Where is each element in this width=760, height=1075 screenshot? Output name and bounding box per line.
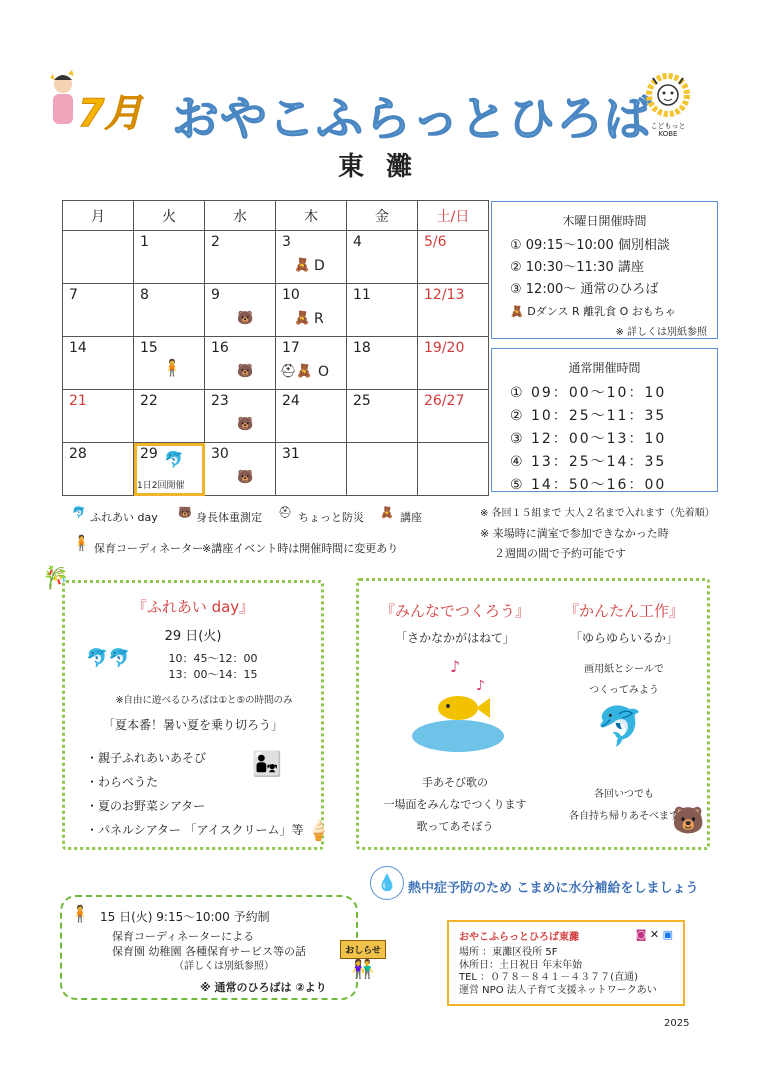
koza-icon: 🧸 xyxy=(510,305,524,318)
codes-row xyxy=(510,303,717,319)
dolphin-craft-icon: 🐬 xyxy=(596,704,644,748)
consult-content xyxy=(100,910,350,995)
calendar-cell: 30 🐻 xyxy=(205,443,276,496)
day-header: 金 xyxy=(347,201,418,231)
fureai-date: 29 日(火) xyxy=(164,629,222,644)
consult-line: ※ 通常のひろばは ②より xyxy=(200,981,327,994)
calendar-cell: 26/27 xyxy=(418,390,489,443)
calendar-cell: 22 xyxy=(134,390,205,443)
fish-pond-illustration xyxy=(406,656,510,760)
coordinator-icon: 🧍 xyxy=(162,358,182,377)
info-box xyxy=(447,920,685,1006)
codes-text: Dダンス R 離乳食 O おもちゃ xyxy=(527,305,676,318)
consult-line: 15 日(火) 9:15～10:00 予約制 xyxy=(100,910,270,924)
make-desc: 手あそび歌の xyxy=(422,776,488,789)
info-closed: 休所日：土日祝日 年末年始 xyxy=(459,959,583,971)
regular-item: ③ 12：00～13：10 xyxy=(510,431,667,447)
info-tel: TEL ：０７８－８４１－４３７７(直通) xyxy=(459,972,638,983)
regular-title: 通常開催時間 xyxy=(568,361,641,375)
info-details xyxy=(459,947,673,997)
x-icon[interactable]: ✕ xyxy=(649,928,660,941)
legend-coordinator: 保育コーディネーター xyxy=(94,542,204,555)
legend xyxy=(68,506,488,566)
note-line: ※ 各回１５組まで 大人２名まで入れます（先着順） xyxy=(480,508,715,519)
calendar-cell: 24 xyxy=(276,390,347,443)
ice-cream-icon: 🍦 xyxy=(306,818,331,842)
tanabata-decoration: 🎋 xyxy=(42,566,70,591)
legend-change-note: ※講座イベント時は開催時間に変更あり xyxy=(202,542,399,555)
calendar-cell: 15 🧍 xyxy=(134,337,205,390)
calendar-cell: 16 🐻 xyxy=(205,337,276,390)
children-icon: 👫 xyxy=(351,959,375,980)
fureai-time: 13：00～14：15 xyxy=(168,668,258,681)
calendar-cell: 28 xyxy=(63,443,134,496)
legend-koza: 講座 xyxy=(400,511,422,524)
heat-notice: 熱中症予防のため こまめに水分補給をしましょう xyxy=(408,881,699,896)
fureai-free-note: ※自由に遊べるひろばは①と⑤の時間のみ xyxy=(115,695,293,706)
calendar-cell: 18 xyxy=(347,337,418,390)
day-header: 月 xyxy=(63,201,134,231)
omocha-mark: O xyxy=(318,364,330,380)
calendar-cell: 14 xyxy=(63,337,134,390)
dance-mark: D xyxy=(314,258,325,274)
craft-desc: 画用紙とシールで xyxy=(584,664,664,675)
calendar-cell xyxy=(418,443,489,496)
calendar-cell-highlight: 29 🐬 1日2回開催 xyxy=(134,443,205,496)
legend-bosai: ちょっと防災 xyxy=(298,511,364,524)
thursday-title: 木曜日開催時間 xyxy=(562,214,647,228)
calendar-cell xyxy=(347,443,418,496)
make-left xyxy=(372,600,538,646)
twice-note: 1日2回開催 xyxy=(137,481,185,491)
calendar-cell: 2 xyxy=(205,231,276,284)
calendar-cell: 19/20 xyxy=(418,337,489,390)
bosai-icon: ⛑ xyxy=(278,506,292,519)
info-org: 運営 NPO 法人子育て支援ネットワークあい xyxy=(459,984,657,996)
make-desc: 一場面をみんなでつくります xyxy=(383,798,527,811)
fureai-list-item: ・夏のお野菜シアター xyxy=(86,799,206,813)
koza-icon: 🧸 xyxy=(380,506,394,519)
fureai-list-item: ・親子ふれあいあそび xyxy=(86,751,207,765)
fureai-theme: 「夏本番！暑い夏を乗り切ろう」 xyxy=(102,718,283,732)
kobe-logo: こどもっと KOBE xyxy=(642,72,694,136)
consult-line: （詳しくは別紙参照） xyxy=(174,961,274,972)
calendar-cell: 11 xyxy=(347,284,418,337)
regular-item: ④ 13：25～14：35 xyxy=(510,454,667,470)
calendar-cell: 25 xyxy=(347,390,418,443)
koza-icon: 🧸 xyxy=(294,258,311,273)
dolphin-icon: 🐬 xyxy=(72,506,86,519)
month-label: 7月 xyxy=(78,91,143,135)
calendar-cell: 8 xyxy=(134,284,205,337)
notice-sign xyxy=(340,940,386,988)
parent-child-illustration: 👨‍👧 xyxy=(252,750,282,778)
day-header: 木 xyxy=(276,201,347,231)
calendar-header-row xyxy=(63,201,489,231)
make-left-desc xyxy=(372,772,538,838)
calendar-table xyxy=(62,200,489,496)
social-icons xyxy=(636,928,673,943)
calendar-cell: 12/13 xyxy=(418,284,489,337)
bear-icon: 🐻 xyxy=(237,311,254,326)
regular-item: ⑤ 14：50～16：00 xyxy=(510,477,667,493)
make-sub: 「さかなかがはねて」 xyxy=(395,631,515,645)
bear-icon: 🐻 xyxy=(237,364,254,379)
make-desc: 歌ってあそぼう xyxy=(416,820,494,833)
svg-text:♪: ♪ xyxy=(476,678,485,694)
craft-desc: つくってみよう xyxy=(589,685,659,696)
calendar-cell: 4 xyxy=(347,231,418,284)
craft-title: 『かんたん工作』 xyxy=(563,602,684,620)
koza-icon: 🧸 xyxy=(296,364,313,379)
dolphin-pair-icon: 🐬🐬 xyxy=(86,648,131,669)
day-header: 火 xyxy=(134,201,205,231)
water-icon: 💧 xyxy=(370,866,404,900)
fureai-list-item: ・パネルシアター 「アイスクリーム」等 xyxy=(86,823,304,837)
bosai-icon: ⛑ xyxy=(280,364,297,379)
regular-item: ① 09：00～10：10 xyxy=(510,385,667,401)
bear-icon: 🐻 xyxy=(237,417,254,432)
calendar-cell: 23 🐻 xyxy=(205,390,276,443)
notice-sign-label: おしらせ xyxy=(340,940,386,959)
info-place: 場所 ：東灘区役所 5F xyxy=(459,947,558,958)
dolphin-icon: 🐬 xyxy=(164,450,184,469)
thursday-item: ③ 12:00～ 通常のひろば xyxy=(510,282,659,297)
calendar-cell: 9 🐻 xyxy=(205,284,276,337)
rinyushoku-mark: R xyxy=(314,311,324,327)
make-title: 『みんなでつくろう』 xyxy=(379,602,530,620)
thursday-item: ② 10:30～11:30 講座 xyxy=(510,260,644,275)
tanabata-illustration xyxy=(46,70,80,132)
calendar-cell: 5/6 xyxy=(418,231,489,284)
legend-fureai: ふれあい day xyxy=(90,511,158,524)
fureai-time: 10：45～12：00 xyxy=(168,652,258,665)
calendar-cell: 21 xyxy=(63,390,134,443)
calendar-cell: 3 🧸 D xyxy=(276,231,347,284)
footer-year: 2025 xyxy=(664,1018,690,1029)
coordinator-icon: 🧍 xyxy=(70,904,90,923)
thursday-hours-box xyxy=(491,201,718,339)
note-line: ※ 来場時に満室で参加できなかった時 xyxy=(480,527,669,540)
regular-hours-box xyxy=(491,348,718,492)
koza-icon: 🧸 xyxy=(294,311,311,326)
info-title: おやこふらっとひろば東灘 xyxy=(459,932,579,943)
make-right xyxy=(546,600,702,696)
info-header xyxy=(459,928,673,943)
day-header: 土/日 xyxy=(418,201,489,231)
note-line: ２週間の間で予約可能です xyxy=(494,547,626,560)
svg-text:♪: ♪ xyxy=(450,657,461,676)
calendar-cell: 17 ⛑ 🧸 O xyxy=(276,337,347,390)
legend-shincho: 身長体重測定 xyxy=(196,511,262,524)
calendar-cell: 1 xyxy=(134,231,205,284)
bear-star-illustration: 🐻 xyxy=(672,806,705,836)
craft-sub: 「ゆらゆらいるか」 xyxy=(569,631,678,645)
bear-icon: 🐻 xyxy=(178,506,192,519)
capacity-notes xyxy=(480,504,750,564)
calendar-cell: 31 xyxy=(276,443,347,496)
craft-desc: 各自持ち帰りあそべます xyxy=(569,811,679,822)
consult-line: 保育コーディネーターによる xyxy=(112,930,255,943)
calendar-cell: 7 xyxy=(63,284,134,337)
regular-item: ② 10：25～11：35 xyxy=(510,408,667,424)
fureai-list-item: ・わらべうた xyxy=(86,775,159,789)
facebook-icon[interactable]: ▣ xyxy=(662,928,673,941)
coordinator-icon: 🧍 xyxy=(72,534,91,552)
calendar-cell xyxy=(63,231,134,284)
thursday-item: ① 09:15～10:00 個別相談 xyxy=(510,238,670,253)
consult-line: 保育園 幼稚園 各種保育サービス等の話 xyxy=(112,945,306,958)
thursday-ref: ※ 詳しくは別紙参照 xyxy=(615,327,707,338)
page-title: おやこふらっとひろば xyxy=(172,92,652,147)
day-header: 水 xyxy=(205,201,276,231)
instagram-icon[interactable]: ◙ xyxy=(635,928,647,941)
bear-icon: 🐻 xyxy=(237,470,254,485)
craft-desc: 各回いつでも xyxy=(594,789,654,800)
location-subtitle: 東灘 xyxy=(338,152,435,182)
calendar-cell: 10 🧸 R xyxy=(276,284,347,337)
fureai-title: 『ふれあい day』 xyxy=(131,598,255,616)
